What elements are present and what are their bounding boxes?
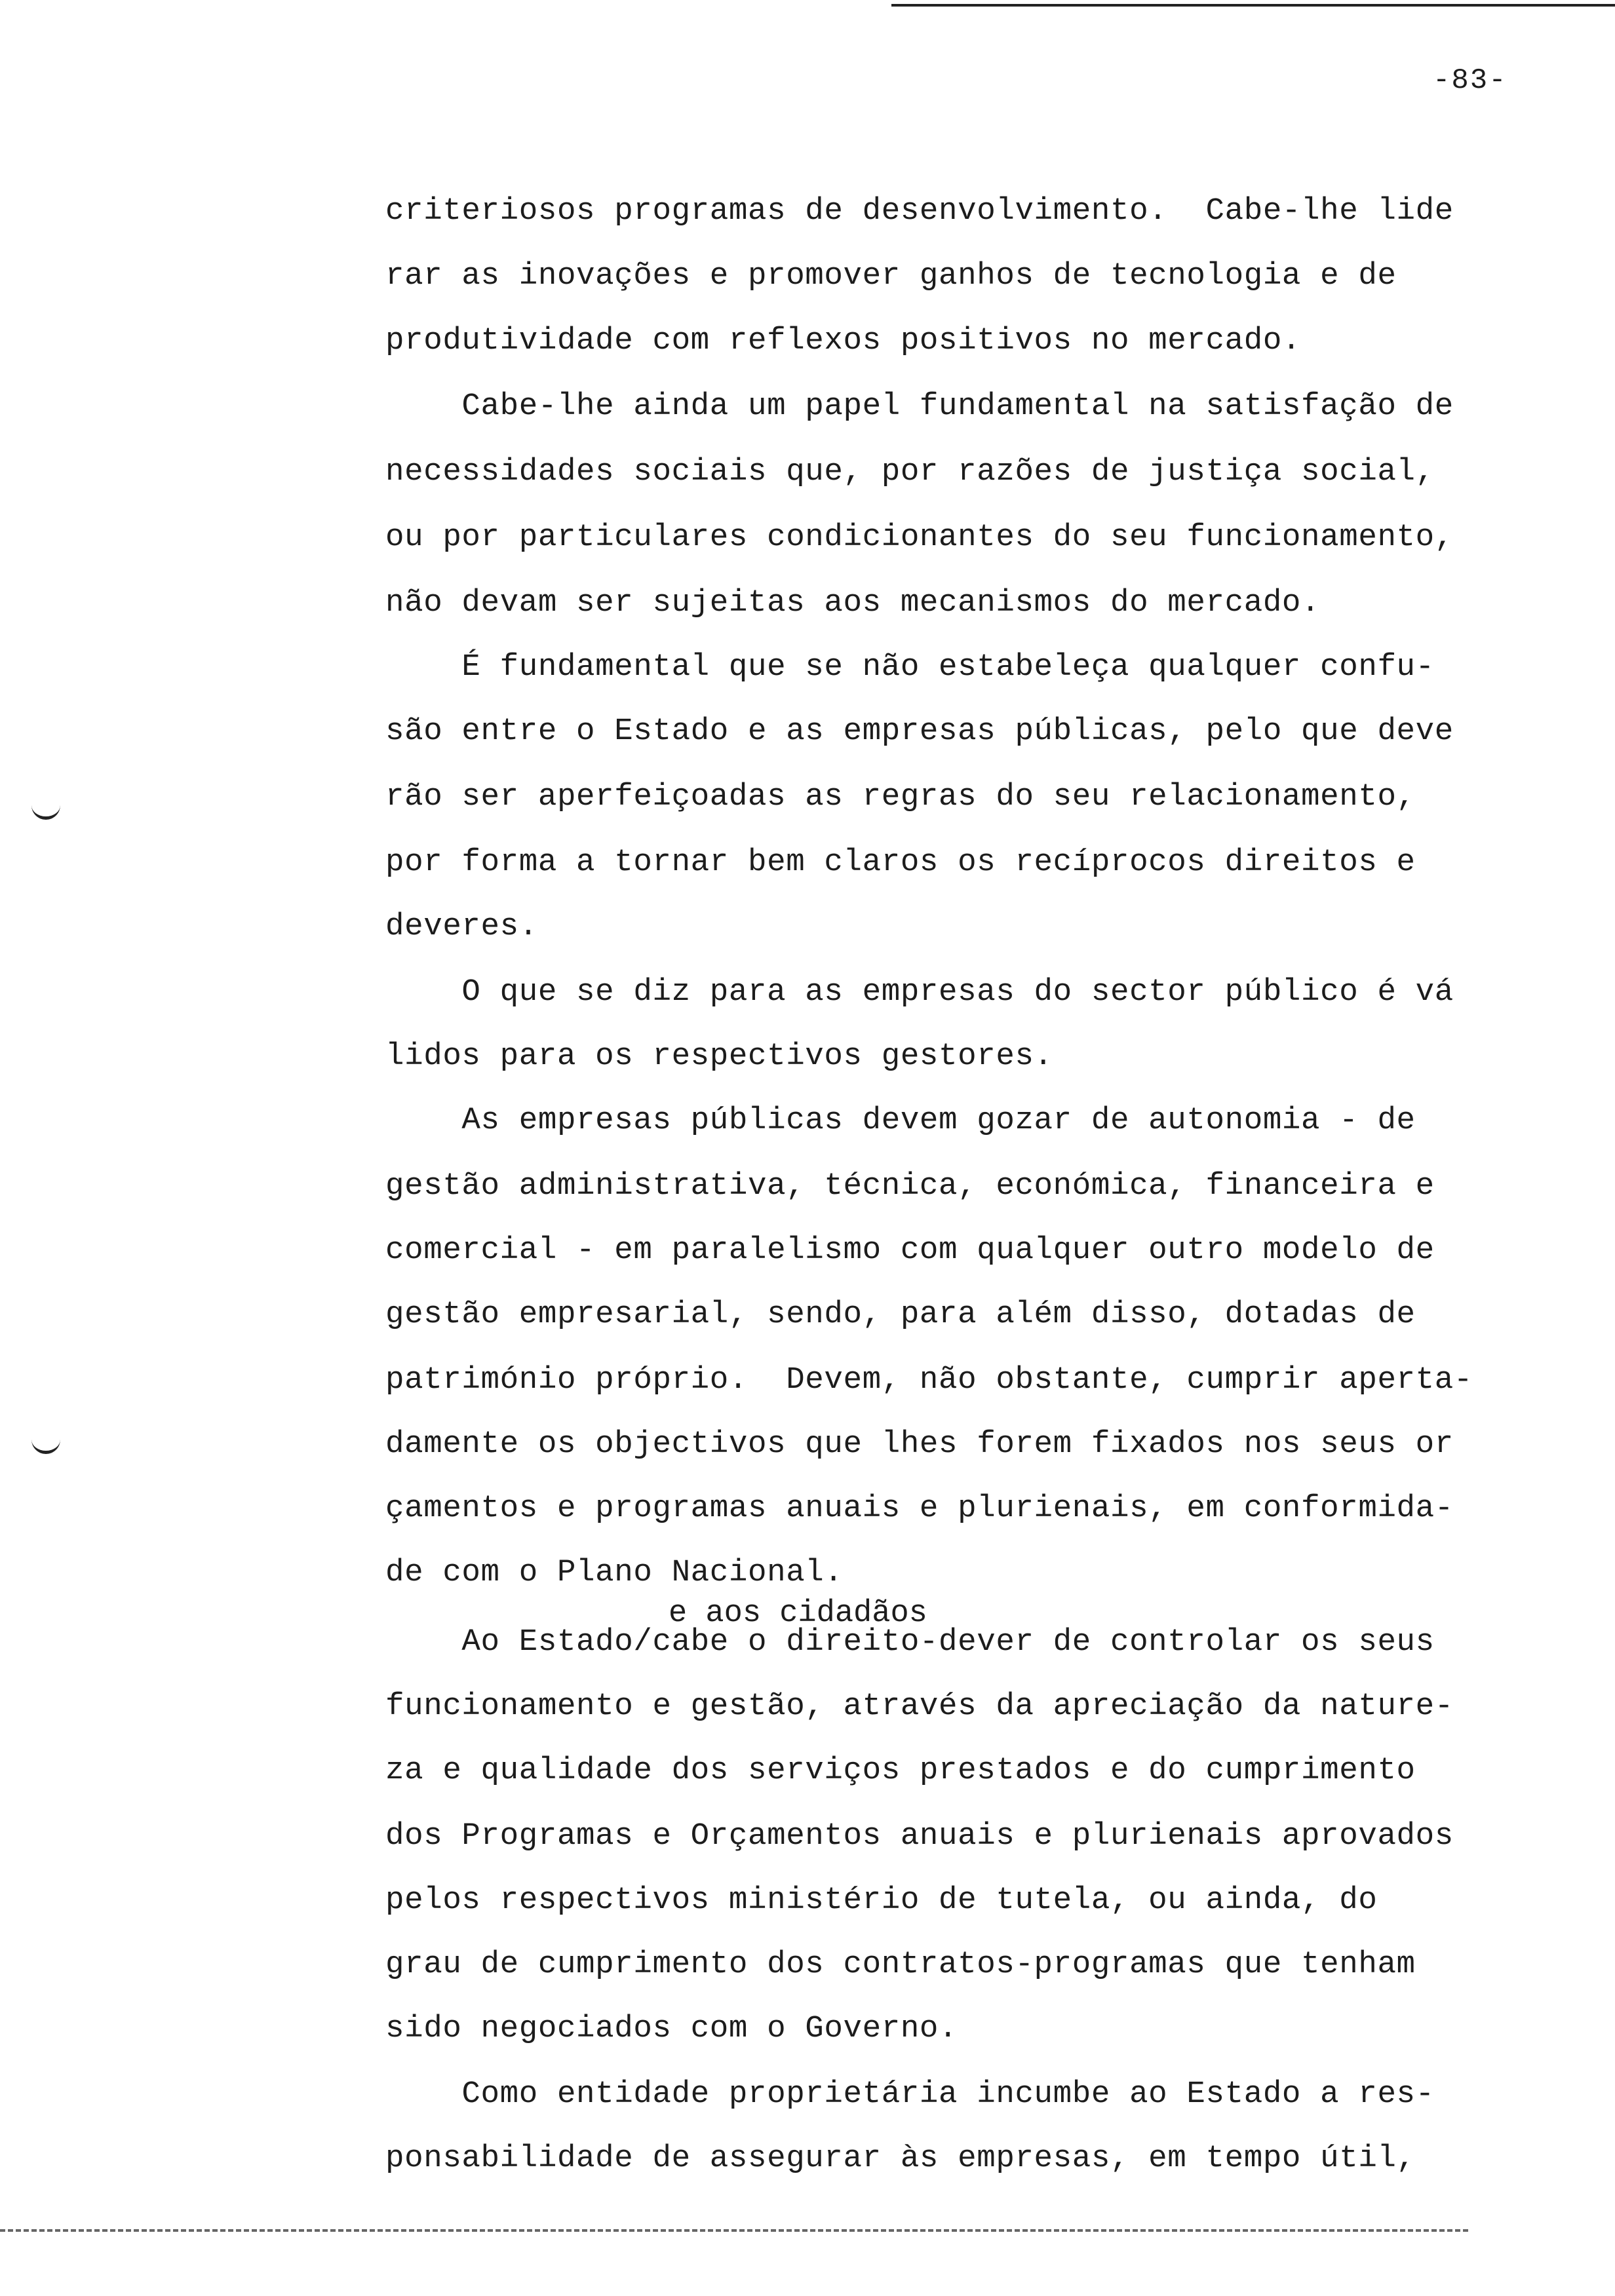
margin-punch-mark: [31, 1439, 60, 1454]
text-line: gestão empresarial, sendo, para além disso, dotadas de: [385, 1297, 1416, 1332]
text-line: grau de cumprimento dos contratos-programas que tenham: [385, 1947, 1416, 1982]
text-line: funcionamento e gestão, através da apreciação da nature-: [385, 1689, 1454, 1724]
text-line: são entre o Estado e as empresas públicas, pelo que deve: [385, 714, 1454, 749]
text-line: não devam ser sujeitas aos mecanismos do mercado.: [385, 585, 1321, 621]
text-line: çamentos e programas anuais e plurienais, em conformida-: [385, 1491, 1454, 1526]
page-number: -83-: [1433, 64, 1508, 97]
top-border-line: [891, 4, 1615, 7]
bottom-border-line: [0, 2229, 1468, 2232]
text-line: damente os objectivos que lhes forem fixados nos seus or: [385, 1426, 1454, 1462]
text-line: Ao Estado/cabe o direito-dever de controlar os seus: [385, 1624, 1435, 1660]
text-line: Como entidade proprietária incumbe ao Estado a res-: [385, 2076, 1435, 2112]
text-line: necessidades sociais que, por razões de justiça social,: [385, 454, 1435, 489]
text-line: comercial - em paralelismo com qualquer outro modelo de: [385, 1233, 1435, 1268]
handwritten-insertion: e aos cidadãos: [669, 1596, 927, 1631]
text-line: lidos para os respectivos gestores.: [385, 1039, 1053, 1074]
text-line: património próprio. Devem, não obstante, cumprir aperta-: [385, 1362, 1473, 1398]
text-line: por forma a tornar bem claros os recíprocos direitos e: [385, 845, 1416, 880]
text-line: É fundamental que se não estabeleça qualquer confu-: [385, 649, 1435, 685]
text-line: criteriosos programas de desenvolvimento. Cabe-lhe lide: [385, 193, 1454, 229]
text-line: sido negociados com o Governo.: [385, 2011, 958, 2046]
text-line: dos Programas e Orçamentos anuais e plurienais aprovados: [385, 1818, 1454, 1854]
text-line: rar as inovações e promover ganhos de tecnologia e de: [385, 258, 1397, 294]
text-line: O que se diz para as empresas do sector público é vá: [385, 974, 1454, 1010]
text-line: ponsabilidade de assegurar às empresas, em tempo útil,: [385, 2141, 1416, 2176]
text-line: As empresas públicas devem gozar de autonomia - de: [385, 1103, 1416, 1138]
text-line: pelos respectivos ministério de tutela, ou ainda, do: [385, 1883, 1378, 1918]
text-line: de com o Plano Nacional.: [385, 1555, 844, 1590]
text-line: rão ser aperfeiçoadas as regras do seu relacionamento,: [385, 779, 1416, 814]
text-line: produtividade com reflexos positivos no mercado.: [385, 323, 1302, 358]
text-line: deveres.: [385, 909, 538, 944]
margin-punch-mark: [31, 805, 60, 820]
text-line: za e qualidade dos serviços prestados e do cumprimento: [385, 1753, 1416, 1788]
text-line: Cabe-lhe ainda um papel fundamental na satisfação de: [385, 389, 1454, 424]
text-line: gestão administrativa, técnica, económica, financeira e: [385, 1168, 1435, 1204]
text-line: ou por particulares condicionantes do seu funcionamento,: [385, 520, 1454, 555]
